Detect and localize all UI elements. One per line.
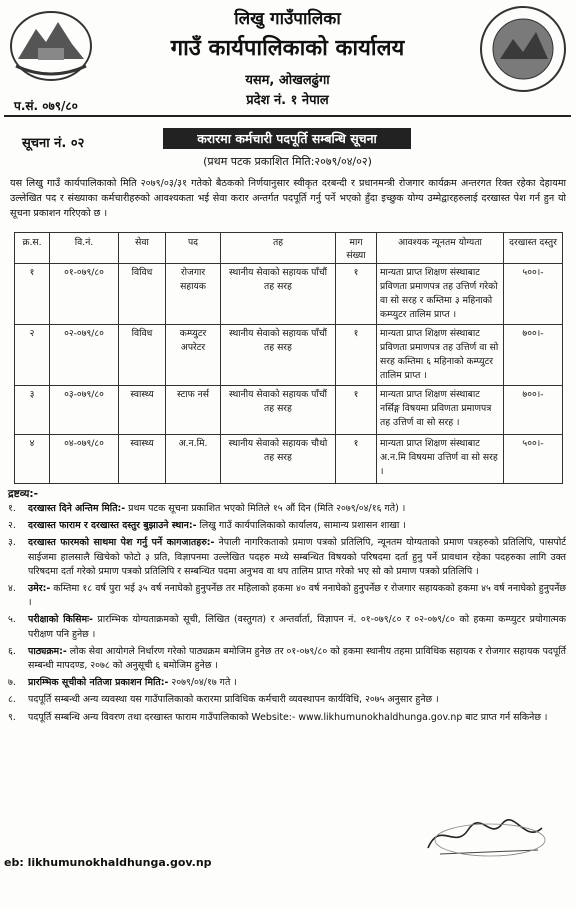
cell-adv: ०२-०७९/८० (50, 325, 119, 386)
cell-level: स्थानीय सेवाको सहायक पाँचौं तह सरह (221, 264, 336, 325)
col-header-qualification: आवश्यक न्यूनतम योग्यता (377, 233, 504, 264)
cell-level: स्थानीय सेवाको सहायक चौथो तह सरह (221, 435, 336, 484)
cell-count: १ (336, 325, 377, 386)
notes-list (8, 502, 566, 728)
cell-service: स्वास्थ्य (119, 386, 166, 435)
cell-post: अ.न.मि. (166, 435, 221, 484)
office-address: यसम, ओखलढुंगा (245, 73, 330, 88)
letterhead (0, 0, 575, 115)
header-divider (4, 115, 571, 117)
note-item (8, 536, 566, 579)
note-text: नेपाली नागरिकताको प्रमाण पत्रको प्रतिलिपि, न्यूनतम योग्यताको प्रमाण पत्रहरुको प्रतिलिपि, पासपोर्ट साईजमा हालसालै खिचेको फोटो ३ प्रति, विज्ञापनमा उल्लेखित पदहरु मध्ये सम्बन्धित विषयको परिषदमा दर्ता हुनु पर्ने प्रावधान रहेका पदहरुका लागि उक्त परिषदमा दर्ता गरेको प्रमाण पत्रको प्रतिलिपि र सम्बन्धित पदमा अनुभव वा थप तालिम प्राप्त गरेको भए सो को प्रमाण पत्रको प्रतिलिपि । (28, 537, 566, 577)
note-text: पदपूर्ति सम्बन्धि अन्य विवरण तथा दरखास्त फाराम गाउँपालिकाको Website:- www.likhumunokhaldhunga.gov.np बाट प्राप्त गर्न सकिनेछ । (28, 711, 548, 723)
cell-adv: ०१-०७९/८० (50, 264, 119, 325)
note-number: २. (8, 520, 16, 532)
municipality-name: लिखु गाउँपालिका (234, 9, 341, 29)
notice-subtitle: (प्रथम पटक प्रकाशित मिति:२०७९/०४/०२) (203, 155, 372, 168)
cell-count: १ (336, 435, 377, 484)
signature-icon (420, 810, 550, 860)
note-item (8, 502, 566, 516)
note-item (8, 613, 566, 641)
note-item (8, 711, 566, 725)
cell-post: रोजगार सहायक (166, 264, 221, 325)
cell-count: १ (336, 264, 377, 325)
col-header-fee: दरखास्त दस्तुर (504, 233, 563, 264)
table-header-row (15, 233, 563, 264)
cell-qualification: मान्यता प्राप्त शिक्षण संस्थाबाट प्रविणता प्रमाणपत्र तह उत्तिर्ण गरेको वा सो सरह र कम्तिमा ३ महिनाको कम्प्युटर तालिम प्राप्त । (377, 264, 504, 325)
note-label: परीक्षाको किसिमः- (28, 614, 93, 626)
cell-qualification: मान्यता प्राप्त शिक्षण संस्थाबाट नर्सिङ्ग विषयमा प्रविणता प्रमाणपत्र तह उत्तिर्ण वा सो सरह । (377, 386, 504, 435)
notes-heading: द्रष्टव्य:- (8, 488, 38, 500)
note-number: ९. (8, 711, 16, 723)
cell-service: विविध (119, 264, 166, 325)
col-header-post: पद (166, 233, 221, 264)
office-name: गाउँ कार्यपालिकाको कार्यालय (170, 36, 405, 61)
cell-sn: ४ (15, 435, 50, 484)
note-number: ४. (8, 583, 16, 595)
cell-fee: ७००।- (504, 386, 563, 435)
cell-adv: ०४-०७९/८० (50, 435, 119, 484)
note-text: प्रथम पटक सूचना प्रकाशित भएको मितिले १५ औं दिन (मिति २०७९/०४/१६ गते) । (125, 503, 406, 514)
note-item (8, 645, 566, 673)
note-text: लिखु गाउँ कार्यपालिकाको कार्यालय, सामान्य प्रशासन शाखा । (196, 520, 406, 532)
vacancy-table (14, 232, 563, 484)
cell-service: विविध (119, 325, 166, 386)
note-number: ७. (8, 677, 16, 689)
note-text: प्रारम्भिक योग्यताक्रमको सूची, लिखित (वस्तुगत) र अन्तर्वार्ता, विज्ञापन नं. ०१-०७९/८० र ०२-०७९/८० को हकमा कम्प्युटर प्रयोगात्मक परीक्षण पनि हुनेछ । (28, 614, 566, 640)
note-text: पदपूर्ति सम्बन्धी अन्य व्यवस्था यस गाउँपालिकाको करारमा प्राविधिक कर्मचारी व्यवस्थापन कार्यविधि, २०७५ अनुसार हुनेछ । (28, 694, 439, 706)
col-header-service: सेवा (119, 233, 166, 264)
note-number: ६. (8, 645, 16, 657)
notice-title: करारमा कर्मचारी पदपूर्ति सम्बन्धि सूचना (163, 128, 411, 149)
cell-level: स्थानीय सेवाको सहायक पाँचौं तह सरह (221, 325, 336, 386)
cell-fee: ५००।- (504, 264, 563, 325)
notice-number: सूचना नं. ०२ (22, 136, 85, 151)
province-line: प्रदेश नं. १ नेपाल (246, 93, 329, 108)
note-number: ८. (8, 694, 16, 706)
cell-sn: २ (15, 325, 50, 386)
note-label: प्रारम्भिक सूचीको नतिजा प्रकाशन मिति:- (28, 677, 169, 689)
municipality-seal-icon (478, 4, 568, 94)
col-header-level: तह (221, 233, 336, 264)
note-item (8, 676, 566, 690)
table-row (15, 386, 563, 435)
cell-qualification: मान्यता प्राप्त शिक्षण संस्थाबाट अ.न.मि विषयमा उत्तिर्ण वा सो सरह । (377, 435, 504, 484)
reference-number: प.सं. ०७९/८० (14, 99, 78, 113)
cell-count: १ (336, 386, 377, 435)
cell-service: स्वास्थ्य (119, 435, 166, 484)
cell-qualification: मान्यता प्राप्त शिक्षण संस्थाबाट प्रविणता प्रमाणपत्र तह उत्तिर्ण वा सो सरह कम्तिमा ६ महिनाको कम्प्युटर तालिम प्राप्त । (377, 325, 504, 386)
cell-fee: ५००।- (504, 435, 563, 484)
note-label: उमेर:- (28, 583, 51, 595)
table-row (15, 325, 563, 386)
cell-post: स्टाफ नर्स (166, 386, 221, 435)
cell-sn: १ (15, 264, 50, 325)
cell-fee: ७००।- (504, 325, 563, 386)
note-number: १. (8, 503, 16, 514)
note-text: लोक सेवा आयोगले निर्धारण गरेको पाठ्यक्रम बमोजिम हुनेछ तर ०१-०७९/८० को हकमा स्थानीय तहमा प्राविधिक सहायक र रोजगार सहायक पदपूर्ति सम्बन्धी मापदण्ड, २०७८ को अनुसूची ६ बमोजिम हुनेछ । (28, 645, 566, 672)
note-text: कम्तिमा १८ वर्ष पुरा भई ३५ वर्ष ननाघेको हुनुपर्नेछ तर महिलाको हकमा ४० वर्ष ननाघेको हुनुपर्नेछ र रोजगार सहायकको हकमा ४५ वर्ष ननाघेको हुनुपर्नेछ । (28, 583, 566, 609)
note-number: ५. (8, 614, 16, 626)
note-item (8, 519, 566, 533)
note-number: ३. (8, 537, 16, 549)
note-label: पाठ्यक्रम:- (28, 645, 67, 657)
footer-website: eb: likhumunokhaldhunga.gov.np (4, 856, 212, 869)
note-item (8, 693, 566, 707)
note-label: दरखास्त फारमको साथमा पेश गर्नु पर्ने कागजातहरु:- (28, 537, 215, 549)
note-label: दरखास्त दिने अन्तिम मिति:- (28, 503, 126, 514)
table-row (15, 264, 563, 325)
cell-adv: ०३-०७९/८० (50, 386, 119, 435)
cell-level: स्थानीय सेवाको सहायक पाँचौं तह सरह (221, 386, 336, 435)
notice-intro: यस लिखु गाउँ कार्यपालिकाको मिति २०७९/०३/३१ गतेको बैठकको निर्णयानुसार स्वीकृत दरबन्दी र प्रधानमन्त्री रोजगार कार्यक्रम अन्तरगत रिक्त रहेका देहायमा उल्लेखित पद र संख्याका कर्मचारीहरुको आवश्यकता भई सेवा करार अन्तर्गत पदपूर्ति गर्नु पर्ने भएको हुँदा इच्छुक योग्य उम्मेद्वारहरुलाई दरखास्त पेश गर्न हुन यो सूचना प्रकाशन गरिएको छ । (10, 178, 566, 219)
cell-post: कम्प्युटर अपरेटर (166, 325, 221, 386)
col-header-sn: क्र.स. (15, 233, 50, 264)
table-row (15, 435, 563, 484)
cell-sn: ३ (15, 386, 50, 435)
col-header-adv: वि.नं. (50, 233, 119, 264)
note-text: २०७९/०४/१७ गते । (168, 677, 237, 689)
col-header-count: माग संख्या (336, 233, 377, 264)
note-label: दरखास्त फाराम र दरखास्त दस्तुर बुझाउने स्थान:- (28, 520, 197, 532)
note-item (8, 582, 566, 610)
